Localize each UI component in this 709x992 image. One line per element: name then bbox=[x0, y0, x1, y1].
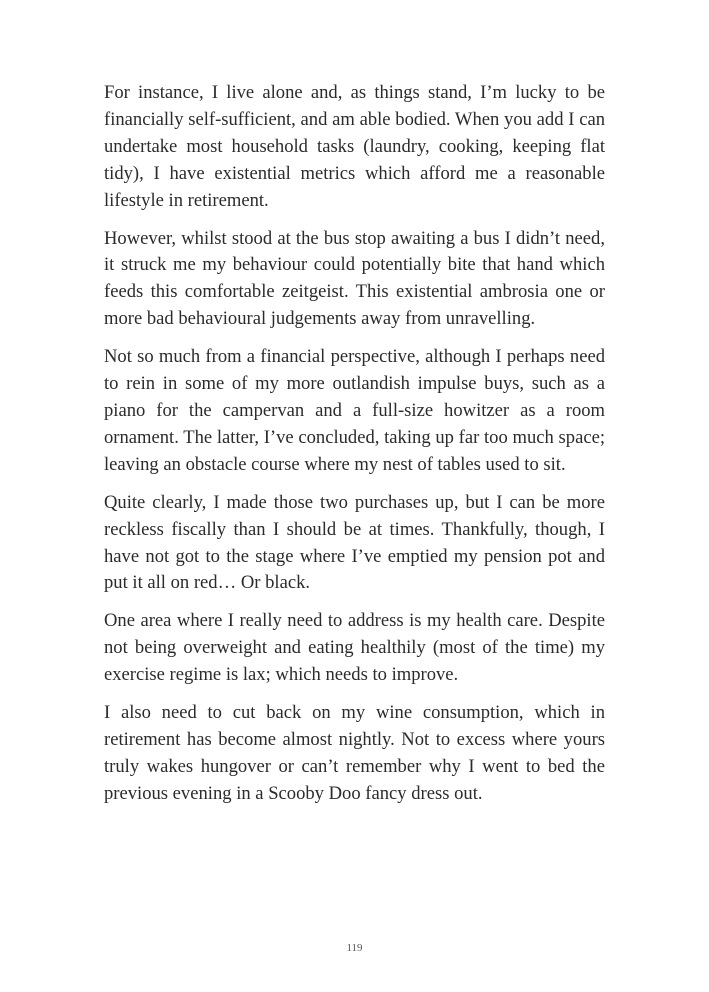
paragraph: For instance, I live alone and, as things stand, I’m lucky to be financially self-sufficient, and am able bodied. When you add I can undertake most household tasks (laundry, cooking, keeping flat tidy), I have existential metrics which afford me a reasonable lifestyle in retirement. bbox=[104, 82, 605, 211]
paragraph: Quite clearly, I made those two purchases up, but I can be more reckless fiscally than I should be at times. Thankfully, though, I have not got to the stage where I’ve emptied my pension pot and put it all on red… Or black. bbox=[104, 491, 605, 594]
paragraph: Not so much from a financial perspective, although I perhaps need to rein in some of my more outlandish impulse buys, such as a piano for the campervan and a full-size howitzer as a room ornament. The latter, I’ve concluded, taking up far too much space; leaving an obstacle course where my nest of tables used to sit. bbox=[104, 346, 605, 475]
paragraph: One area where I really need to address is my health care. Despite not being overweight and eating healthily (most of the time) my exercise regime is lax; which needs to improve. bbox=[104, 610, 605, 686]
paragraph: I also need to cut back on my wine consumption, which in retirement has become almost nightly. Not to excess where yours truly wakes hungover or can’t remember why I went to bed the previous evening in a Scooby Doo fancy dress out. bbox=[104, 702, 605, 804]
body-text bbox=[104, 80, 605, 819]
paragraph: However, whilst stood at the bus stop awaiting a bus I didn’t need, it struck me my behaviour could potentially bite that hand which feeds this comfortable zeitgeist. This existential ambrosia one or more bad behavioural judgements away from unravelling. bbox=[104, 227, 605, 330]
page-number: 119 bbox=[346, 942, 363, 954]
